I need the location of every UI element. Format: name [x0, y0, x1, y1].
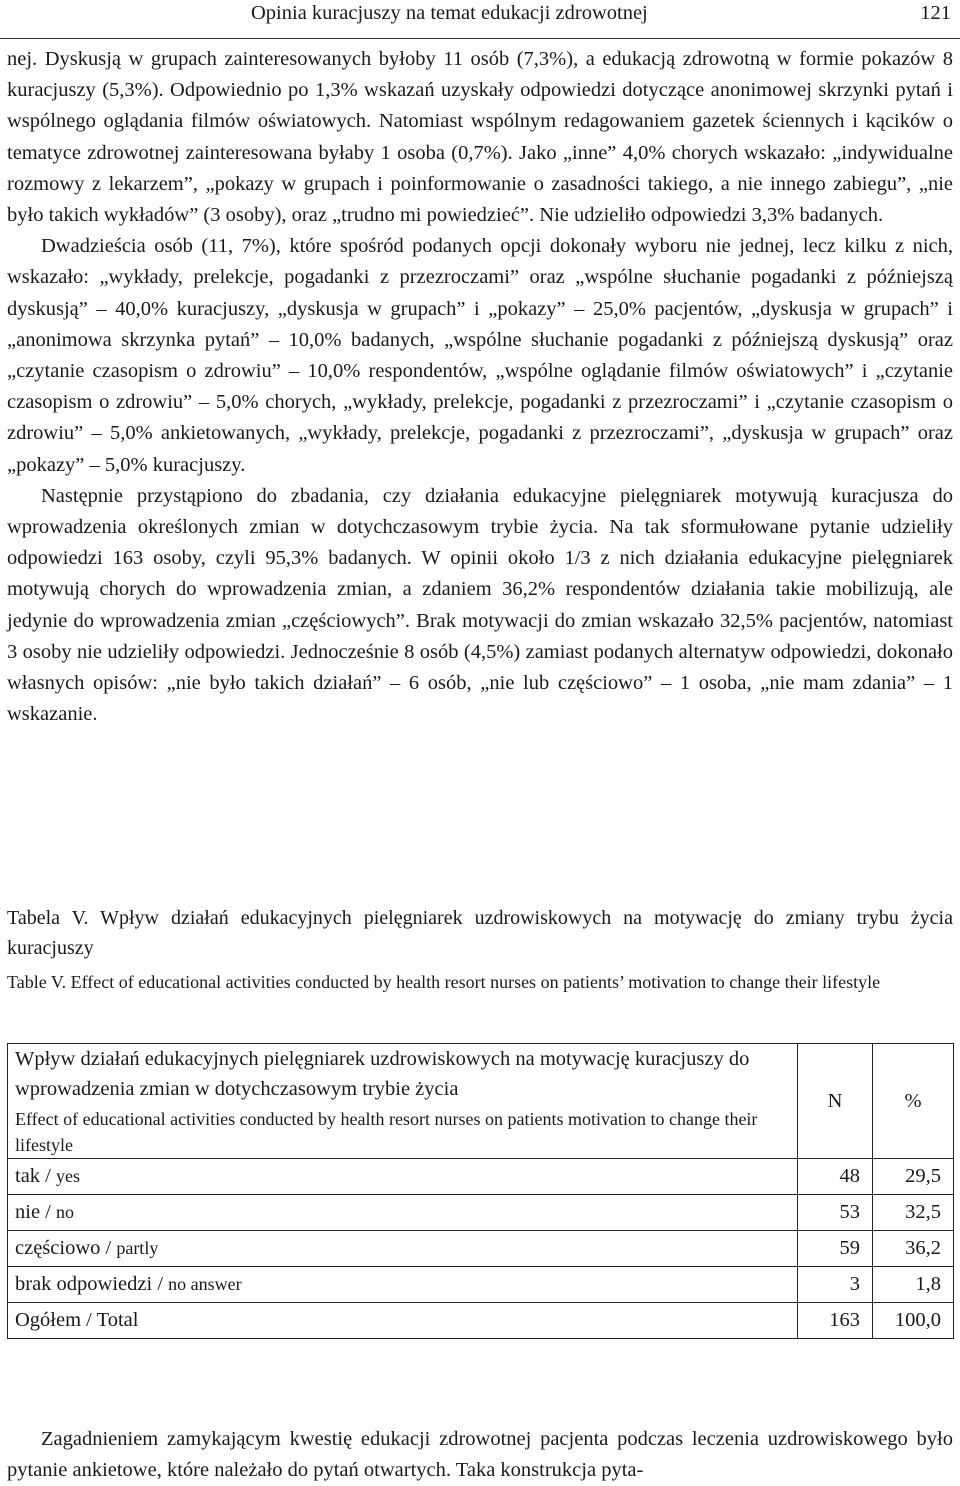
page-number: 121: [920, 2, 951, 24]
row-percent: 100,0: [873, 1303, 954, 1339]
body-text: [7, 44, 953, 730]
row-label: nie / no: [8, 1195, 798, 1231]
row-label: Ogółem / Total: [8, 1303, 798, 1339]
paragraph-1: nej. Dyskusją w grupach zainteresowanych byłoby 11 osób (7,3%), a edukacją zdrowotną w formie pokazów 8 kuracjuszy (5,3%). Odpowiednio po 1,3% wskazań uzyskały odpowiedzi dotyczące anonimowej skrzynki pytań i wspólnego oglądania filmów oświatowych. Natomiast wspólnym redagowaniem gazetek ściennych i kącików o tematyce zdrowotnej zainteresowana byłaby 1 osoba (0,7%). Jako „inne” 4,0% chorych wskazało: „indywidualne rozmowy z lekarzem”, „pokazy w grupach i poinformowanie o zasadności takiego, a nie innego zabiegu”, „nie było takich wykładów” (3 osoby), oraz „trudno mi powiedzieć”. Nie udzieliło odpowiedzi 3,3% badanych.: [7, 48, 953, 227]
column-header-n: N: [798, 1044, 873, 1159]
row-n: 3: [798, 1267, 873, 1303]
row-percent: 1,8: [873, 1267, 954, 1303]
running-title: Opinia kuracjuszy na temat edukacji zdrowotnej: [251, 2, 648, 24]
column-header-percent: %: [873, 1044, 954, 1159]
page-header: [0, 0, 960, 39]
table-row-total: [8, 1303, 954, 1339]
body-text-continued: [7, 1424, 953, 1486]
row-n: 59: [798, 1231, 873, 1267]
row-n: 53: [798, 1195, 873, 1231]
table-header-description: [8, 1044, 798, 1159]
paragraph-4: Zagadnieniem zamykającym kwestię edukacji zdrowotnej pacjenta podczas leczenia uzdrowiskowego było pytanie ankietowe, które należało do pytań otwartych. Taka konstrukcja pyta-: [7, 1428, 953, 1482]
row-percent: 36,2: [873, 1231, 954, 1267]
table-caption-en: Table V. Effect of educational activities conducted by health resort nurses on patients’ motivation to change their lifestyle: [7, 972, 881, 992]
row-label: tak / yes: [8, 1159, 798, 1195]
table-header-row: [8, 1044, 954, 1159]
table-row: [8, 1267, 954, 1303]
table-caption-pl: Tabela V. Wpływ działań edukacyjnych pielęgniarek uzdrowiskowych na motywację do zmiany trybu życia kuracjuszy: [7, 907, 953, 959]
table-header-pl: Wpływ działań edukacyjnych pielęgniarek uzdrowiskowych na motywację kuracjuszy do wprowadzenia zmian w dotychczasowym trybie życia: [15, 1048, 750, 1100]
row-percent: 29,5: [873, 1159, 954, 1195]
paragraph-3: Następnie przystąpiono do zbadania, czy działania edukacyjne pielęgniarek motywują kuracjusza do wprowadzenia określonych zmian w dotychczasowym trybie życia. Na tak sformułowane pytanie udzieliły odpowiedzi 163 osoby, czyli 95,3% badanych. W opinii około 1/3 z nich działania edukacyjne pielęgniarek motywują chorych do wprowadzenia zmian, a zdaniem 36,2% respondentów działania takie mobilizują, ale jedynie do wprowadzenia zmian „częściowych”. Brak motywacji do zmian wskazało 32,5% pacjentów, natomiast 3 osoby nie udzieliły odpowiedzi. Jednocześnie 8 osób (4,5%) zamiast podanych alternatyw odpowiedzi, dokonało własnych opisów: „nie było takich działań” – 6 osób, „nie lub częściowo” – 1 osoba, „nie mam zdania” – 1 wskazanie.: [7, 484, 953, 726]
row-label: brak odpowiedzi / no answer: [8, 1267, 798, 1303]
data-table: [7, 1043, 954, 1339]
paragraph-2: Dwadzieścia osób (11, 7%), które spośród podanych opcji dokonały wyboru nie jednej, lecz kilku z nich, wskazało: „wykłady, prelekcje, pogadanki z przezroczami” oraz „wspólne słuchanie pogadanki z późniejszą dyskusją” – 40,0% kuracjuszy, „dyskusja w grupach” i „pokazy” – 25,0% pacjentów, „dyskusja w grupach” i „anonimowa skrzynka pytań” – 10,0% badanych, „wspólne słuchanie pogadanki z późniejszą dyskusją” oraz „czytanie czasopism o zdrowiu” – 10,0% respondentów, „wspólne oglądanie filmów oświatowych” i „czytanie czasopism o zdrowiu” – 5,0% chorych, „wykłady, prelekcje, pogadanki z przezroczami” i „czytanie czasopism o zdrowiu” – 5,0% ankietowanych, „wykłady, prelekcje, pogadanki z przezroczami”, „dyskusja w grupach” oraz „pokazy” – 5,0% kuracjuszy.: [7, 235, 953, 476]
table-header-en: Effect of educational activities conducted by health resort nurses on patients motivation to change their lifestyle: [15, 1109, 758, 1155]
row-label: częściowo / partly: [8, 1231, 798, 1267]
table-row: [8, 1159, 954, 1195]
row-n: 48: [798, 1159, 873, 1195]
table-row: [8, 1195, 954, 1231]
table-row: [8, 1231, 954, 1267]
row-percent: 32,5: [873, 1195, 954, 1231]
row-n: 163: [798, 1303, 873, 1339]
